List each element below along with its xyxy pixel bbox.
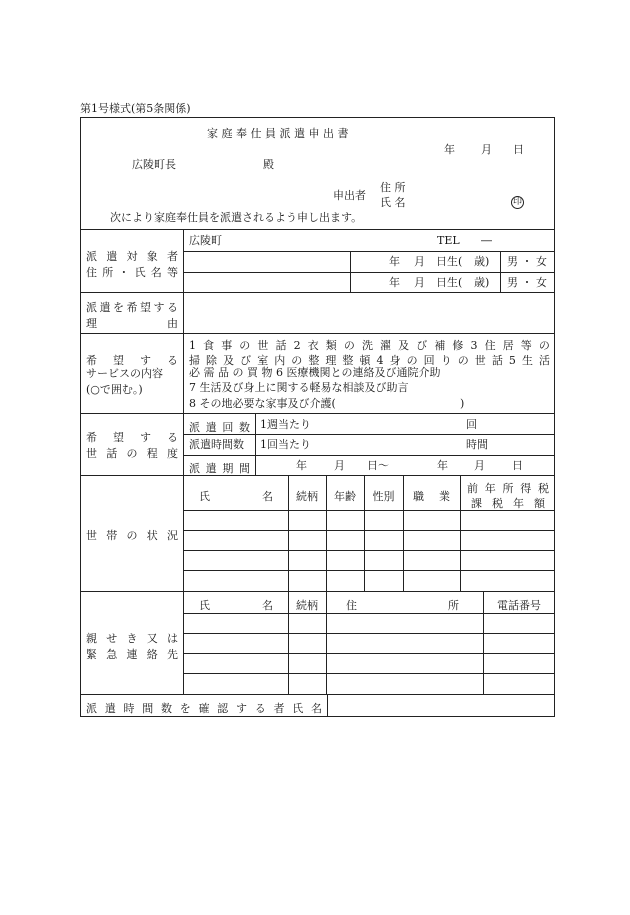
rule-target-bottom bbox=[80, 292, 555, 293]
rule-household-row1 bbox=[183, 530, 555, 531]
household-col-divider-4 bbox=[403, 475, 404, 591]
form-number: 第1号様式(第5条関係) bbox=[80, 102, 191, 115]
target-label-line2: 住 所 ・ 氏 名 等 bbox=[86, 266, 178, 279]
relatives-col-divider-2 bbox=[326, 591, 327, 694]
services-label-line2: サービスの内容 bbox=[86, 367, 163, 380]
application-statement: 次により家庭奉仕員を派遣されるよう申し出ます。 bbox=[110, 211, 363, 224]
relatives-col-name: 氏 名 bbox=[199, 599, 273, 612]
degree-hours-label: 派遣時間数 bbox=[189, 438, 244, 451]
seal-mark: 印 bbox=[512, 197, 522, 207]
reason-label-line1: 派 遣 を 希 望 す る bbox=[86, 301, 178, 314]
degree-visits-label: 派 遣 回 数 bbox=[189, 421, 250, 434]
rule-household-row2 bbox=[183, 550, 555, 551]
target-town: 広陵町 bbox=[189, 234, 222, 247]
confirm-label: 派 遣 時 間 数 を 確 認 す る 者 氏 名 bbox=[86, 702, 322, 715]
household-col-name: 氏 名 bbox=[199, 490, 273, 503]
applicant-name-label: 氏 名 bbox=[380, 196, 406, 209]
degree-label-line2: 世 話 の 程 度 bbox=[86, 447, 178, 460]
household-col-divider-5 bbox=[460, 475, 461, 591]
confirm-divider bbox=[327, 694, 328, 717]
relatives-col-relation: 続柄 bbox=[296, 599, 318, 612]
label-column-divider bbox=[183, 229, 184, 694]
household-col-tax-line1: 前 年 所 得 税 bbox=[467, 482, 549, 495]
target-row1-year: 年 bbox=[389, 255, 400, 268]
rule-relatives-row2 bbox=[183, 653, 555, 654]
degree-hours-unit: 時間 bbox=[466, 438, 488, 451]
services-line1: 1 食 事 の 世 話 2 衣 類 の 洗 濯 及 び 補 修 3 住 居 等 の bbox=[189, 338, 550, 352]
honorific: 殿 bbox=[263, 158, 274, 171]
target-row1-sex[interactable]: 男 ・ 女 bbox=[507, 255, 547, 268]
household-col-job: 職 業 bbox=[413, 490, 450, 503]
degree-visits-value: 1週当たり bbox=[260, 418, 311, 431]
form-title: 家 庭 奉 仕 員 派 遣 申 出 書 bbox=[207, 127, 349, 140]
target-row1-birth: 日生( bbox=[436, 255, 463, 268]
target-row1-month: 月 bbox=[414, 255, 425, 268]
rule-reason-bottom bbox=[80, 333, 555, 334]
household-col-tax-line2: 課 税 年 額 bbox=[471, 497, 545, 510]
date-year-label: 年 bbox=[444, 143, 455, 156]
services-line2: 掃 除 及 び 室 内 の 整 理 整 頓 4 身 の 回 り の 世 話 5 生 活 bbox=[189, 353, 550, 367]
services-line5: 8 その地必要な家事及び介護( bbox=[189, 397, 336, 410]
rule-relatives-header bbox=[183, 613, 555, 614]
services-line3: 必 需 品 の 買 物 6 医療機関との連絡及び通院介助 bbox=[189, 366, 441, 379]
period-from-month: 月 bbox=[334, 459, 345, 472]
degree-sublabel-divider bbox=[255, 413, 256, 475]
household-col-relation: 続柄 bbox=[296, 490, 318, 503]
target-tel-dash: ― bbox=[481, 234, 492, 247]
rule-header-bottom bbox=[80, 229, 555, 230]
target-row2-age: 歳) bbox=[474, 276, 490, 289]
household-label: 世 帯 の 状 況 bbox=[86, 529, 178, 542]
date-month-label: 月 bbox=[481, 143, 492, 156]
rule-degree-row2 bbox=[183, 455, 555, 456]
period-from-day: 日〜 bbox=[367, 459, 389, 472]
period-from-year: 年 bbox=[296, 459, 307, 472]
reason-label-line2: 理 由 bbox=[86, 317, 178, 330]
household-col-sex: 性別 bbox=[372, 490, 395, 503]
target-row1-age: 歳) bbox=[474, 255, 490, 268]
services-label-line3: (○で囲む。) bbox=[86, 383, 143, 396]
services-line5-close: ) bbox=[460, 397, 465, 410]
services-line4: 7 生活及び身上に関する軽易な相談及び助言 bbox=[189, 381, 409, 394]
target-row2-sex[interactable]: 男 ・ 女 bbox=[507, 276, 547, 289]
period-to-month: 月 bbox=[474, 459, 485, 472]
degree-visits-unit: 回 bbox=[466, 418, 477, 431]
applicant-address-label: 住 所 bbox=[380, 181, 406, 194]
rule-relatives-row1 bbox=[183, 633, 555, 634]
target-row2-month: 月 bbox=[414, 276, 425, 289]
target-sex-divider bbox=[500, 251, 501, 292]
target-row2-birth: 日生( bbox=[436, 276, 463, 289]
rule-relatives-bottom bbox=[80, 694, 555, 695]
period-to-day: 日 bbox=[512, 459, 523, 472]
services-label-line1: 希 望 す る bbox=[86, 354, 178, 367]
target-row2-year: 年 bbox=[389, 276, 400, 289]
relatives-label-line1: 親 せ き 又 は bbox=[86, 632, 178, 645]
addressee: 広陵町長 bbox=[132, 158, 176, 171]
date-day-label: 日 bbox=[513, 143, 524, 156]
degree-period-label: 派 遣 期 間 bbox=[189, 462, 250, 475]
household-col-age: 年齢 bbox=[334, 490, 356, 503]
relatives-col-address: 住 所 bbox=[346, 599, 459, 612]
applicant-label: 申出者 bbox=[333, 189, 366, 202]
period-to-year: 年 bbox=[437, 459, 448, 472]
rule-relatives-row3 bbox=[183, 673, 555, 674]
rule-household-row3 bbox=[183, 570, 555, 571]
relatives-label-line2: 緊 急 連 絡 先 bbox=[86, 648, 178, 661]
relatives-col-phone: 電話番号 bbox=[497, 599, 541, 612]
degree-label-line1: 希 望 す る bbox=[86, 431, 178, 444]
degree-hours-value: 1回当たり bbox=[260, 438, 311, 451]
target-tel-label: TEL bbox=[437, 234, 460, 247]
target-label-line1: 派 遣 対 象 者 bbox=[86, 250, 178, 263]
rule-degree-bottom bbox=[80, 475, 555, 476]
rule-services-bottom bbox=[80, 413, 555, 414]
target-birth-divider bbox=[350, 251, 351, 292]
